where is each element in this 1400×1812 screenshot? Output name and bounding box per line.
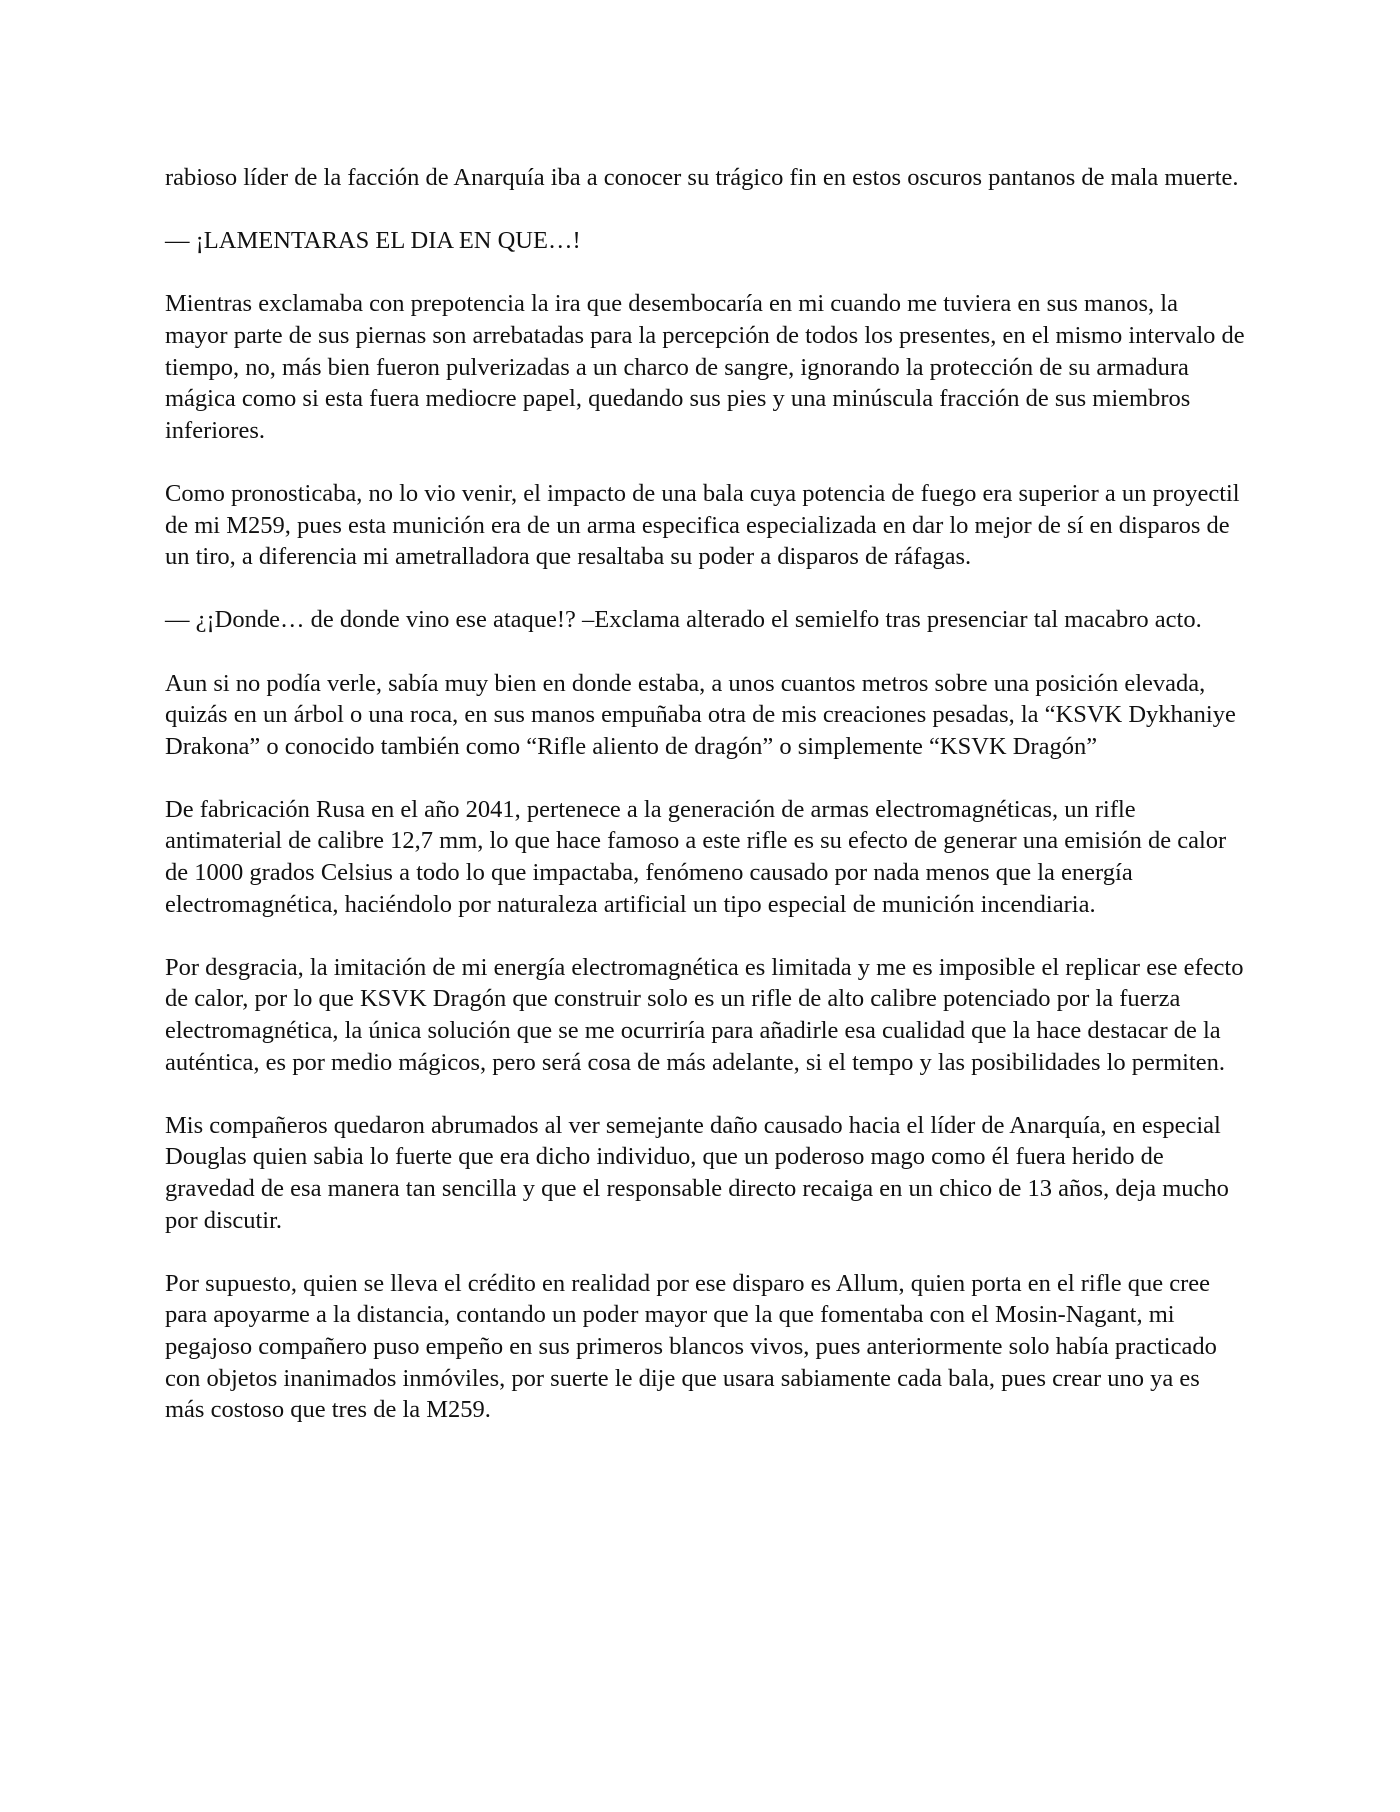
paragraph-5: — ¿¡Donde… de donde vino ese ataque!? –Exclama alterado el semielfo tras presenciar tal macabro acto. [165,606,1202,634]
paragraph-7: De fabricación Rusa en el año 2041, pertenece a la generación de armas electromagnéticas, un rifle antimaterial de calibre 12,7 mm, lo que hace famoso a este rifle es su efecto de generar una emisión de calor de 1000 grados Celsius a todo lo que impactaba, fenómeno causado por nada menos que la energía electromagnética, haciéndolo por naturaleza artificial un tipo especial de munición incendiaria. [165,795,1227,918]
paragraph-8: Por desgracia, la imitación de mi energía electromagnética es limitada y me es imposible el replicar ese efecto de calor, por lo que KSVK Dragón que construir solo es un rifle de alto calibre potenciado por la fuerza electromagnética, la única solución que se me ocurriría para añadirle esa cualidad que la hace destacar de la auténtica, es por medio mágicos, pero será cosa de más adelante, si el tempo y las posibilidades lo permiten. [165,953,1244,1076]
paragraph-10: Por supuesto, quien se lleva el crédito en realidad por ese disparo es Allum, quien porta en el rifle que cree para apoyarme a la distancia, contando un poder mayor que la que fomentaba con el Mosin-Nagant, mi pegajoso compañero puso empeño en sus primeros blancos vivos, pues anteriormente solo había practicado con objetos inanimados inmóviles, por suerte le dije que usara sabiamente cada bala, pues crear uno ya es más costoso que tres de la M259. [165,1269,1217,1424]
document-body [165,162,1245,1426]
paragraph-3: Mientras exclamaba con prepotencia la ira que desembocaría en mi cuando me tuviera en sus manos, la mayor parte de sus piernas son arrebatadas para la percepción de todos los presentes, en el mismo intervalo de tiempo, no, más bien fueron pulverizadas a un charco de sangre, ignorando la protección de su armadura mágica como si esta fuera mediocre papel, quedando sus pies y una minúscula fracción de sus miembros inferiores. [165,290,1245,444]
paragraph-2: — ¡LAMENTARAS EL DIA EN QUE…! [165,227,581,255]
paragraph-9: Mis compañeros quedaron abrumados al ver semejante daño causado hacia el líder de Anarquía, en especial Douglas quien sabia lo fuerte que era dicho individuo, que un poderoso mago como él fuera herido de gravedad de esa manera tan sencilla y que el responsable directo recaiga en un chico de 13 años, deja mucho por discutir. [165,1111,1229,1234]
paragraph-1: rabioso líder de la facción de Anarquía iba a conocer su trágico fin en estos oscuros pantanos de mala muerte. [165,164,1239,191]
paragraph-4: Como pronosticaba, no lo vio venir, el impacto de una bala cuya potencia de fuego era superior a un proyectil de mi M259, pues esta munición era de un arma especifica especializada en dar lo mejor de sí en disparos de un tiro, a diferencia mi ametralladora que resaltaba su poder a disparos de ráfagas. [165,479,1240,571]
paragraph-6: Aun si no podía verle, sabía muy bien en donde estaba, a unos cuantos metros sobre una posición elevada, quizás en un árbol o una roca, en sus manos empuñaba otra de mis creaciones pesadas, la “KSVK Dykhaniye Drakona” o conocido también como “Rifle aliento de dragón” o simplemente “KSVK Dragón” [165,669,1236,760]
